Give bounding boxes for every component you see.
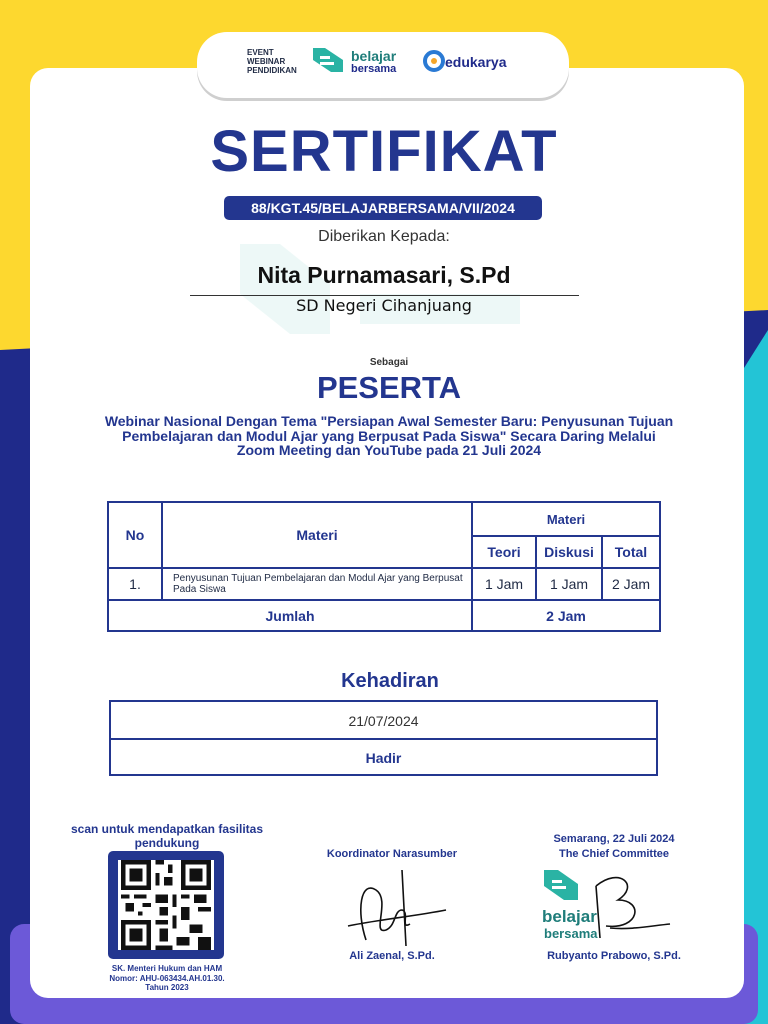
watermark-logo-icon — [240, 244, 530, 334]
chief-name: Rubyanto Prabowo, S.Pd. — [547, 950, 681, 962]
row-no: 1. — [108, 568, 162, 600]
attendance-box — [109, 700, 658, 776]
chief-committee-block: Semarang, 22 Juli 2024 The Chief Committee — [553, 833, 675, 860]
recipient-name: Nita Purnamasari, S.Pd — [257, 262, 511, 288]
row-total: 2 Jam — [602, 568, 660, 600]
svg-text:belajar: belajar — [542, 907, 597, 926]
table-sum-row — [108, 600, 660, 631]
header-teori: Teori — [472, 536, 536, 568]
row-materi: Penyusunan Tujuan Pembelajaran dan Modul Ajar yang Berpusat Pada Siswa — [162, 568, 472, 600]
attendance-date: 21/07/2024 — [111, 702, 656, 740]
certificate-title: SERTIFIKAT — [210, 119, 558, 184]
row-diskusi: 1 Jam — [536, 568, 602, 600]
event-label: EVENT WEBINAR PENDIDIKAN — [247, 48, 297, 75]
table-row — [108, 568, 660, 600]
header-materi: Materi — [162, 502, 472, 568]
sum-label: Jumlah — [108, 600, 472, 631]
event-description: Webinar Nasional Dengan Tema "Persiapan Awal Semester Baru: Penyusunan Tujuan Pembelajaran dan Modul Ajar yang Berpusat Pada Siswa" Secara Daring Melalui Zoom Meeting dan YouTube pada 21 Juli 2024 — [104, 413, 674, 458]
role-title: PESERTA — [316, 370, 462, 405]
row-teori: 1 Jam — [472, 568, 536, 600]
sum-value: 2 Jam — [472, 600, 660, 631]
header-materi-group: Materi — [472, 502, 660, 536]
coordinator-name: Ali Zaenal, S.Pd. — [349, 950, 435, 962]
edukarya-logo-icon — [423, 50, 445, 72]
header-logo-bar — [197, 32, 569, 98]
header-total: Total — [602, 536, 660, 568]
attendance-title: Kehadiran — [341, 670, 439, 692]
as-label: Sebagai — [369, 357, 409, 368]
belajar-bersama-logo-icon — [311, 44, 345, 76]
certificate-number: 88/KGT.45/BELAJARBERSAMA/VII/2024 — [224, 196, 542, 220]
scan-text: scan untuk mendapatkan fasilitas pendukung — [70, 822, 264, 850]
given-to-label: Diberikan Kepada: — [318, 228, 450, 245]
edukarya-logo-text: edukarya — [445, 54, 507, 70]
attendance-status: Hadir — [365, 750, 402, 766]
chief-signature-logo — [540, 866, 680, 946]
qr-code-icon[interactable] — [118, 860, 214, 950]
coordinator-title: Koordinator Narasumber — [326, 848, 458, 860]
belajar-bersama-logo-text: belajar bersama — [351, 48, 397, 75]
header-no: No — [108, 502, 162, 568]
recipient-school: SD Negeri Cihanjuang — [296, 296, 472, 315]
svg-text:bersama: bersama — [544, 926, 598, 941]
legal-info: SK. Menteri Hukum dan HAM Nomor: AHU-063434.AH.01.30. Tahun 2023 — [109, 964, 225, 992]
header-diskusi: Diskusi — [536, 536, 602, 568]
materials-table — [107, 501, 661, 634]
coordinator-signature — [336, 860, 456, 950]
